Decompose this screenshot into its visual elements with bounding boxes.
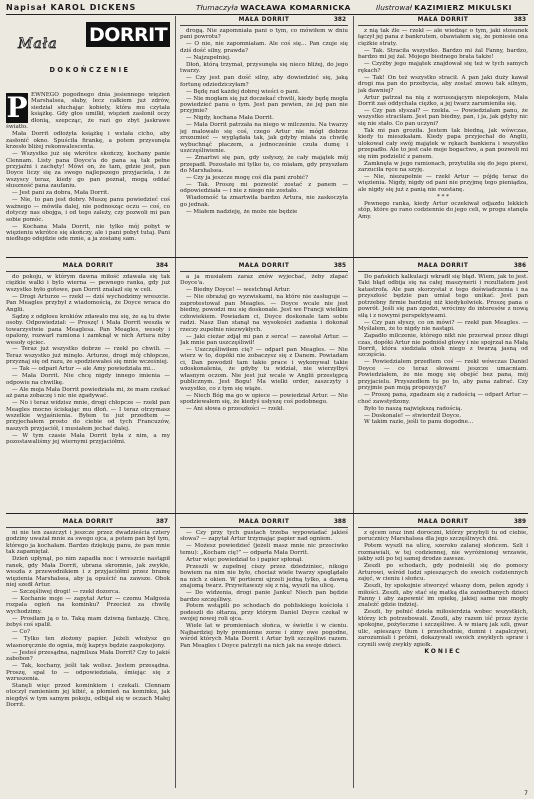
section-header [180, 262, 348, 272]
paragraph: — Szczęśliwej drogi! — rzekł dozorca. [12, 589, 121, 596]
row-rule [6, 257, 528, 258]
paragraph: Pewnego ranka, kiedy Artur oczekiwał odjazdu lekkich stóp, które go rano codziennie do jego celi, w progu stanęła Amy. [358, 200, 528, 220]
paragraph: — Co? [12, 629, 31, 636]
section-header [358, 262, 528, 272]
paragraph: — Czy pan słyszał? — rzekła. — Powiedziałam panu, że wszystko straciłam. Jest pan biedny, pan, i ja, jak gdyby nic się nie stało. Co pan uczyni? [358, 107, 528, 127]
paragraph: z ojcem oraz inni doroczni, którzy przybyli tu od ciebie, porucznicy Marshalsea dla jego szczęśliwych dni. [358, 530, 528, 543]
paragraph: — Jest pani za dobra, Mała Dorrit. [12, 190, 110, 197]
paragraph: Sądzę z odgłosu krokiów zdawało mu się, że są tu dwie osoby. Odpowiedział: — Proszę! i Mała Dorrit weszła w towarzystwie pana Meaglesa. Pan Meagles, wesoły i opalony, rozwarł ramiona i zamknął w nich Artura niby wesoły ojciec. [6, 313, 170, 346]
section-header [180, 518, 348, 528]
paragraph: — Tylko ten złożony papier. Jeżeli włożysz go własnoręcznie do ognia, mój kaprys będzie zaspokojony. [6, 636, 170, 649]
illustrator-prefix: Ilustrował [376, 3, 412, 12]
paragraph: Artur więc powiedział to i papier spłonął. [186, 556, 304, 563]
page-number: 7 [524, 790, 528, 797]
paragraph: — Kochanie moje — zapytał Artur — czemu Małgosia rozpala ogień na kominku? Przecież za chwilę wychodzimy. [6, 596, 170, 615]
paragraph: — Zmartwi się pan, gdy usłyszy, że cały majątek mój przepadł. Pozostało mi tylko to, co miałam, gdy przyszłam do Marshalsea. [180, 155, 348, 175]
section-title: MAŁA DORRIT [417, 17, 469, 23]
paragraph: — Nie mogłam się już doczekać chwili, kiedy będę mogła powiedzieć panu o tym. Jest pan pewien, że jej pan nie przyjmie? [180, 95, 348, 115]
paragraph: — Nigdy, kochana Mała Dorrit. [186, 115, 274, 122]
paragraph: — Miałem nadzieję, że może nie będzie [186, 208, 298, 215]
paragraph: — Kochana Mała Dorrit, nie tylko mój pobyt w więzieniu wkrótce się skończy, ale i pani pobyt tutaj. Pani niedługo odejdzie ode mnie, a ja zostanę sam. [6, 223, 170, 243]
paragraph: — Mała Dorrit patrzała na niego w milczeniu. Na twarzy jej malowało się coś, czego Artur nie mógł dobrze zrozumieć — wyglądała tak, jak gdyby miała za chwilę wybuchnąć płaczem, a jednocześnie czuła dumę i uszczęśliwienie. [180, 122, 348, 155]
paragraph: EWNEGO pogodnego dnia jesiennego więzień Marshalsea, słaby, lecz całkiem już zdrów, siedział słuchając kobiety, która mu czytała książkę. Gdy głos umilkł, więzień zasłonił oczy dłonią, szepcząc, że razi go zbyt jaskrawe światło. [6, 92, 170, 131]
paragraph: — Ani słowa o przeszłości — rzekł. [186, 406, 285, 413]
paragraph: Do pańskich kalkulacji wkradł się błąd. Wiem, jak to jest. Taki błąd odbija się na całej maszynerii i rezultatem jest katastrofa. Ale pan skorzystał z tego doświadczenia i na przyszłość będzie pan umiał tego unikać. Jest pan potrzebny firmie bardziej niż kiedykolwiek. Proszę pana o powrót. Jeśli się pan zgodzi, wrócimy do interesów z nową siłą i z nowymi perspektywami. [358, 274, 528, 319]
paragraph: — Ale moja Mała Dorrit powiedziała mi, że mam czekać aż pana zobaczę i nic nie zgadywać. [6, 386, 170, 400]
column-rule [353, 16, 354, 788]
page-389-column [358, 518, 528, 788]
paragraph: — Możesz powiedzieć (jeżeli masz mnie nic przeciwko temu): „Kocham cię!” — odparła Mała Dorrit. [180, 543, 348, 556]
dropcap: P [6, 92, 28, 124]
section-header [6, 262, 170, 272]
title-subtitle: DOKOŃCZENIE [49, 66, 131, 74]
paragraph: — Niech Bóg ma go w opiece — powiedział Artur. — Nie spodziewałem się, że kiedyś usłyszę coś podobnego. [180, 392, 348, 406]
section-title: MAŁA DORRIT [62, 519, 114, 525]
paragraph: — Biedny Doyce! — westchnął Artur. [186, 287, 291, 294]
page-384-column [6, 262, 170, 508]
paragraph: Przeszli w zupełnej ciszy przez dziedziniec, nikogo bowiem na nim nie było, chociaż wiele twarzy spoglądało na nich z okien. W portierni ujrzeli jedną tylko, a dawną znajomą twarz. Przywitawszy się z nią, wyszli na ulicę. [180, 563, 348, 590]
paragraph: — Proszę pana, zgadzam się z radością — odparł Artur — choć zawstydzony. [358, 392, 528, 405]
section-title: MAŁA DORRIT [238, 263, 290, 269]
title-small-word: Mała [18, 36, 58, 52]
paragraph: Mała Dorrit odłożyła książkę i wstała cicho, aby zasłonić okno. Spuściła firankę, a potem przysunęła krzesło bliżej rekonwalescenta. [6, 131, 170, 151]
paragraph: do pokoju, w którym dawna miłość zdawała się tak ciężkie walki i bylo wierna — pewnego ranka, gdy już wszystko było gotowe, pan Dorrit znalazł się w celi. [6, 274, 170, 293]
paragraph: — Tak. Straciła wszystko. Bardzo mi żal Fanny, bardzo, bardzo mi jej żal. Mojego biednego brata także! [358, 47, 528, 61]
section-title: MAŁA DORRIT [238, 17, 290, 23]
paragraph: Zamknęła w jego ramionach, przytuliła się do jego piersi, zarzuciła ręce na szyję. [358, 160, 528, 174]
page-387-column [6, 518, 170, 788]
paragraph: — Nie, niezupełnie — rzekł Artur — pójdę teraz do więzienia. Nigdy, nigdy od pani nie przyjmę tego pieniądza, ale nigdy się już z panią nie rozstanę. [358, 173, 528, 193]
paragraph: Dłoń, którą trzymał, przysunęła się nieco bliżej, do jego twarzy. [180, 61, 348, 75]
paragraph: KONIEC [424, 647, 462, 655]
section-title: MAŁA DORRIT [417, 519, 469, 525]
paragraph: * * * [437, 193, 449, 200]
paragraph: z nią tak źle — rzekł — ale wiedząc o tym, jaki stosunek łączył jej pana z bankrutem, obawiałem się, że poniesie ona ciężkie straty. [358, 28, 528, 47]
page-386-column [358, 262, 528, 508]
section-page-number: 389 [513, 519, 526, 525]
section-page-number: 385 [333, 263, 346, 269]
section-page-number: 383 [513, 17, 526, 23]
paragraph: — Jesteś przesądna, najmilsza Mała Dorrit? Czy to jakiś zabobon? [6, 649, 170, 663]
page-383-column [358, 16, 528, 252]
paragraph: — Wszystko już się wkrótce skończy, kochany panie Clennam. Listy pana Doyce'a do pana są tak pełne przyjaźni i zachęty! Mówi on, że tam, gdzie jest, pan Doyce liczy się za swego najlepszego przyjaciela, i że wszyscy teraz, kiedy go pan poznał, mogą oddać słuszność pana zaufaniu. [6, 151, 170, 190]
paragraph: — Mała Dorrit. Nie chcę nigdy innego imienia — odpowie na chwilkę. [6, 373, 170, 386]
paragraph: W takim razie, jeśli to panu dogodne... [364, 419, 474, 426]
section-header [358, 16, 528, 26]
paragraph: — Prosiłam ją o to. Taką mam dziwną fantazję. Chcę, żebyś coś spalił. [6, 615, 170, 629]
paragraph: Artur patrzał na nią z wzruszającym niepokojem, Mała Dorrit zaś oddychała ciężko, a jej twarz zarumieniła się. [358, 94, 528, 107]
paragraph: — Drogi Arturze — rzekł — dziś wychodzimy wreszcie. Pan Meagles przybył z wiadomością, że Doyce wraca do Anglii. [6, 293, 170, 313]
paragraph: Wiele lat w promieniach słońca, w świetle i w cieniu. Najbardziej były promienne zorze i zimy owe pogodne, wśród których Mała Dorrit i Artur byli szczęśliwi razem. Pan Meagles i Doyce patrzyli na nich jak na swoje dzieci. [180, 623, 348, 649]
section-title: MAŁA DORRIT [238, 519, 290, 525]
paragraph: — Powiedziałem przedtem coś — rzekł wówczas Daniel Doyce — co teraz słowami jeszcze umacniam. Powiedziałem, że nie mogę się obejść bez pana, mój przyjacielu. Przyszedłem tu po to, aby pana zabrać. Czy przyjmie pan moją propozycję? [358, 359, 528, 392]
section-page-number: 387 [155, 519, 168, 525]
paragraph: — Tak. Proszę mi pozwolić zostać z panem — odpowiedziała — i nie z niego nie zostało. [180, 181, 348, 195]
row-rule [6, 513, 528, 514]
illustrator-credit [376, 3, 512, 12]
section-header [358, 518, 528, 528]
section-title: MAŁA DORRIT [417, 263, 469, 269]
paragraph: Zapadło milczenie, którego nikt nie przerwał przez długi czas, dopóki Artur nie podniósł głowy i nie spojrzał na Małą Dorrit, która siedziała obok niego z twarzą jasną od szczęścia. [358, 333, 528, 359]
paragraph: Dzień upłynął, po nim zapadła noc i wreszcie nastąpił ranek, gdy Mała Dorrit, ubrana skromnie, jak zwykle, weszła z przewodnikiem i z przyjaciółmi przez bramę więzienia Marshalsea, aby ją opuścić na zawsze. Obok niej szedł Artur. [6, 556, 170, 589]
section-title: MAŁA DORRIT [62, 263, 114, 269]
story-title-block [6, 22, 170, 90]
intro-column [6, 92, 170, 252]
page-header-bar [6, 2, 528, 15]
paragraph: — Uszczęśliwiłem cię? — odparł pan Meagles. — Nie wierz w to, dopóki nie zobaczysz się z Danem. Powiadam ci, Dan powodził tam takie prace i wykonywał takie udoskonalenia, że gdyby tu widział, nie wierzyłbyś własnym oczom. Nie jest już wcale w Anglii przestępcą publicznym. Jest Bogu! Ma wielki order, zaszczyty i wszystko, co z tym się wiąże. [180, 346, 348, 392]
translator-credit [196, 3, 351, 12]
paragraph: — Do widzenia, drogi panie Janku! Niech pan będzie bardzo szczęśliwy. [180, 590, 348, 603]
section-header [6, 518, 170, 528]
paragraph: Zeszli, by spokojnie stworzyć własny dom, pełen zgody i miłości. Zeszli, aby stać się matką dla zaniedbanych dzieci Fanny i aby zapewnić im opiekę, jakiej same nie mogły znaleźć gdzie indziej. [358, 583, 528, 609]
paragraph: — Czy ja jeszcze mogę coś dla pani zrobić? [186, 174, 308, 181]
paragraph: Wiadomość ta zmartwiła bardzo Artura, nie zaskoczyła go jednak. [180, 195, 348, 208]
paragraph: Zeszli po schodach, gdy podnieśli się do pomocy Arturowi, wśród ludzi spieszących do swoich codziennych zajęć, w cieniu i słońcu. [358, 563, 528, 583]
section-page-number: 384 [155, 263, 168, 269]
paragraph: — Tak! On też wszystko stracił. A pan jaki duży kawał drogi ma pan do przebycia, aby zostać znowu tak silnym, jak dawniej? [358, 74, 528, 94]
paragraph: — Czy przy tych gustach trzeba wypowiadać jakieś słowa? — zapytał Artur trzymając papier nad ogniem. [180, 530, 348, 543]
paragraph: — Nie, to pan jest dobry. Muszę panu powiedzieć coś ważnego — mówiła dalej, nie podnosząc oczu — coś, co dotyczy nas obojga, i od tego zależy, czy pozwoli mi pan sobie pomóc. [6, 197, 170, 223]
paragraph: Potem wstąpili po schodach do pobliskiego kościoła i podeszli do ołtarza, przy którym Daniel Doyce czekał w swojej nowej roli ojca. [180, 603, 348, 623]
page-388-column [180, 518, 348, 788]
paragraph: Było to naszą największą radością. [364, 405, 463, 412]
paragraph: — Najzupełniej. [186, 54, 231, 61]
paragraph: Stanęli więc przed kominkiem i czekali. Clennam otoczył ramieniem jej kibić, a płomień na kominku, jak niegdyś w tym samym pokoju, odbijał się w oczach Małej Dorrit. [6, 682, 170, 709]
section-header [180, 16, 348, 26]
section-page-number: 388 [333, 519, 346, 525]
paragraph: Tak mi pan groziła. Jestem tak biedną, jak wówczas, kiedy tu mieszkałam. Kiedy papa przyjechał do Anglii, ulokował cały swój majątek w rękach bankiera i wszystko przepadło. Ale to jest całe moje bogactwo, a pan pozwoli mi się nim podzielić z panem. [358, 127, 528, 160]
paragraph: ni nie ten zaszczyt i jeszcze przez dwadzieścia cztery godziny uważał mnie za swego ojca, a potem pan był tym, którego ja kochałam. Bardzo dziękuję panu, że pan mnie tak zapamiętał. [6, 530, 170, 556]
paragraph: Zeszli, by pełnić dzieła miłosierdzia wobec wszystkich, którzy ich potrzebowali. Zeszli, aby razem iść przez życie spokojne, pożyteczne i szczęśliwe. A w miarę jak szli, gwar ulic, spieszący tłum i przechodnie, dumni i zapalczywi, zarozumiali i próżni, dokazywali swoich zwykłych spraw i czynili swój zwykły zgiełk. [358, 609, 528, 648]
column-rule [175, 16, 176, 788]
paragraph: — Nie obrażaj go wyzwiskami, na które nie zasługuje — zaprotestował pan Meagles. — Doyce wcale nie jest biedny, powodzi mu się doskonale. Jest we Francji wielkim człowiekiem. Powiadam ci, Doyce doskonale tam sobie radzi. Nasz Dan stanął na wysokości zadania i dokonał rzeczy zupełnie niezwykłych. [180, 294, 348, 333]
page-382-column [180, 16, 348, 252]
author-label: Napisał KAROL DICKENS [6, 3, 137, 12]
paragraph: — O nie, nie zapomniałam. Ale coś się... Pan czuje się dziś dość silny, prawda? [180, 41, 348, 54]
section-page-number: 382 [333, 17, 346, 23]
illustrator-name: KAZIMIERZ MIKULSKI [414, 3, 512, 12]
paragraph: Potem wyszli na ulicę, szeroko zalanej słońcem. Szli i rozmawiali, w tej codziennej, nie wyróżnionej wrzawie, jakby szli po tej samej drodze zawsze. [358, 543, 528, 563]
paragraph: — W tym czasie Mała Dorrit była z nim, a my pozostawaliśmy jej wiernymi przyjaciółmi. [6, 432, 170, 446]
paragraph: a ja musiałem zaraz znów wyjechać, żeby złapać Doyce'a. [180, 274, 348, 287]
paragraph: — Tak — odparł Artur — ale Amy powiedziała mi... [12, 366, 156, 373]
paragraph: — Czy jest pan dość silny, aby dowiedzieć się, jaką fortunę odziedziczyłam? [180, 75, 348, 88]
paragraph: — Czy pan słyszy, co on mówi? — rzekł pan Meagles. — Myślałem, że to nigdy nie nastąpi. [358, 319, 528, 333]
section-page-number: 386 [513, 263, 526, 269]
page-385-column [180, 262, 348, 508]
translator-prefix: Tłumaczyła [196, 3, 239, 12]
paragraph: — Teraz już wszystko dobrze — rzekł po chwili. — Teraz wszystko już minęło. Arturze, drogi mój chłopcze, przyznaj się od razu, że spodziewałeś się mnie wcześniej. [6, 346, 170, 366]
translator-name: WACŁAWA KOMARNICKA [240, 3, 351, 12]
paragraph: — Czyżby jego majątek znajdował się też w tych samych rękach? [358, 61, 528, 74]
paragraph: — Jaki cieżar zdjął mi pan z serca! — zawołał Artur. — Jak mnie pan uszczęśliwił! [180, 333, 348, 347]
paragraph: drogą. Nie zapomniała pani o tym, co mówiłem w dniu pani powrotu? [180, 28, 348, 41]
paragraph: — Doskonale! — stwierdził Doyce. [364, 412, 462, 419]
paragraph: — Tak, kochany, jeśli tak wolisz. Jestem przesądna. Proszę, spal to — odpowiedziała, śmiejąc się z wzruszenia. [6, 663, 170, 682]
paragraph: — No i teraz widzisz mnie, drogi chłopcze — rzekł pan Meagles mocno ściskając mu dłoń. — I teraz otrzymasz wszelkie wyjaśnienia. Byłem tu już przedtem — przyjechałem prosto do ciebie od tych Francuzów, naszych przyjaciół, i musiałem jechać dalej. [6, 400, 170, 432]
paragraph: — Będę rad każdej dobrej wieści o pani. [186, 88, 300, 95]
title-big-word: DORRIT [86, 22, 170, 47]
